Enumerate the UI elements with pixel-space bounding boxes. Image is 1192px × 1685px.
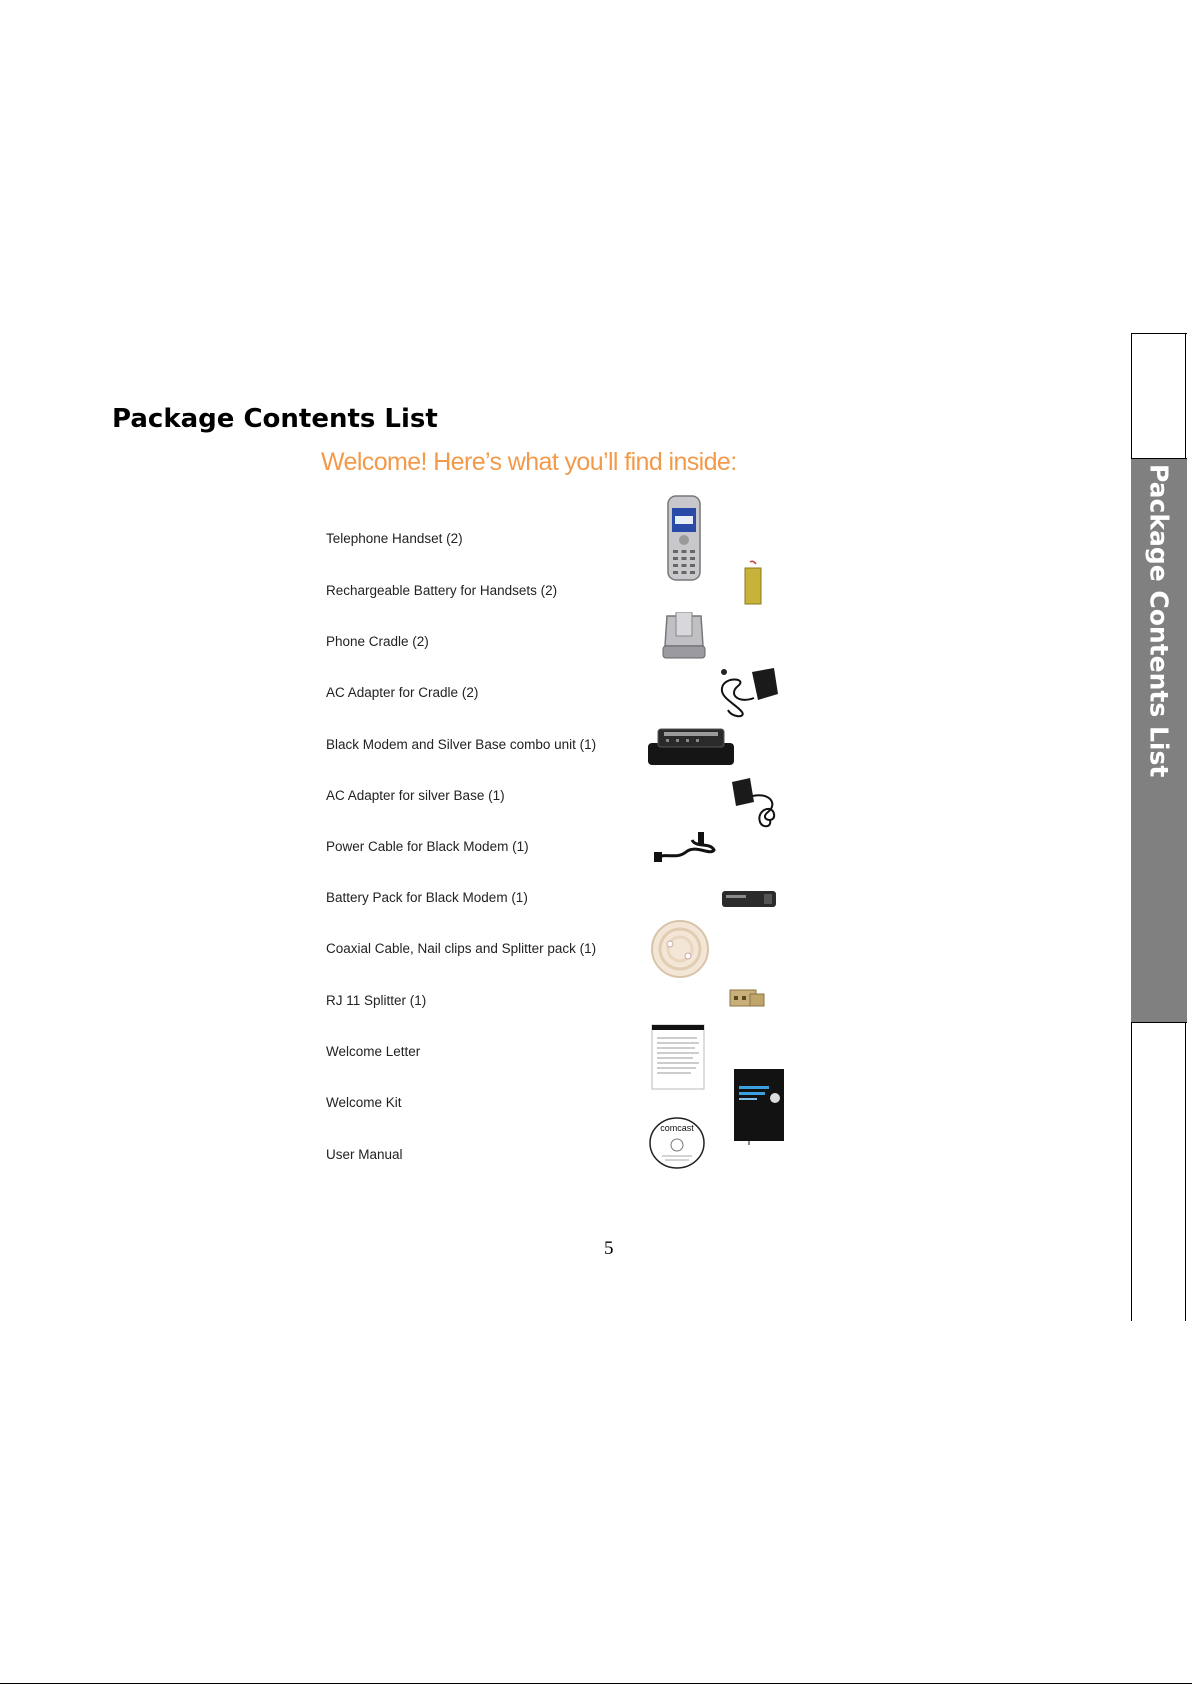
cradle-icon xyxy=(661,612,707,660)
list-item: Battery Pack for Black Modem (1) xyxy=(326,890,528,905)
list-item: AC Adapter for silver Base (1) xyxy=(326,788,505,803)
splitter-icon xyxy=(728,986,766,1008)
cd-brand: comcast xyxy=(660,1123,694,1133)
list-item: Phone Cradle (2) xyxy=(326,634,429,649)
list-item: RJ 11 Splitter (1) xyxy=(326,993,427,1008)
list-item: Telephone Handset (2) xyxy=(326,531,463,546)
list-item: Coaxial Cable, Nail clips and Splitter pack (1) xyxy=(326,941,597,956)
letter-icon xyxy=(651,1024,705,1090)
modem-base-icon xyxy=(646,725,736,767)
list-item: Welcome Kit xyxy=(326,1095,402,1110)
list-item: Black Modem and Silver Base combo unit (1) xyxy=(326,737,597,752)
ac-adapter-icon xyxy=(718,664,780,720)
list-item: AC Adapter for Cradle (2) xyxy=(326,685,479,700)
battery-pack-icon xyxy=(720,888,778,910)
list-item: Rechargeable Battery for Handsets (2) xyxy=(326,583,558,598)
power-cable-icon xyxy=(652,830,718,866)
page-number: 5 xyxy=(604,1238,614,1259)
side-tab-top-rule xyxy=(1131,333,1187,334)
list-item: User Manual xyxy=(326,1147,403,1162)
welcome-kit-icon xyxy=(733,1068,785,1146)
battery-icon xyxy=(742,560,764,606)
side-tab-label: Package Contents List xyxy=(1144,464,1174,778)
handset-icon xyxy=(664,494,704,582)
cd-icon xyxy=(648,1116,706,1170)
list-item: Power Cable for Black Modem (1) xyxy=(326,839,529,854)
coaxial-cable-icon xyxy=(648,918,712,980)
welcome-heading: Welcome! Here’s what you’ll find inside: xyxy=(321,448,737,476)
list-item: Welcome Letter xyxy=(326,1044,421,1059)
page-title: Package Contents List xyxy=(112,404,438,434)
ac-adapter-icon xyxy=(726,774,782,830)
bottom-rule xyxy=(0,1683,1192,1684)
